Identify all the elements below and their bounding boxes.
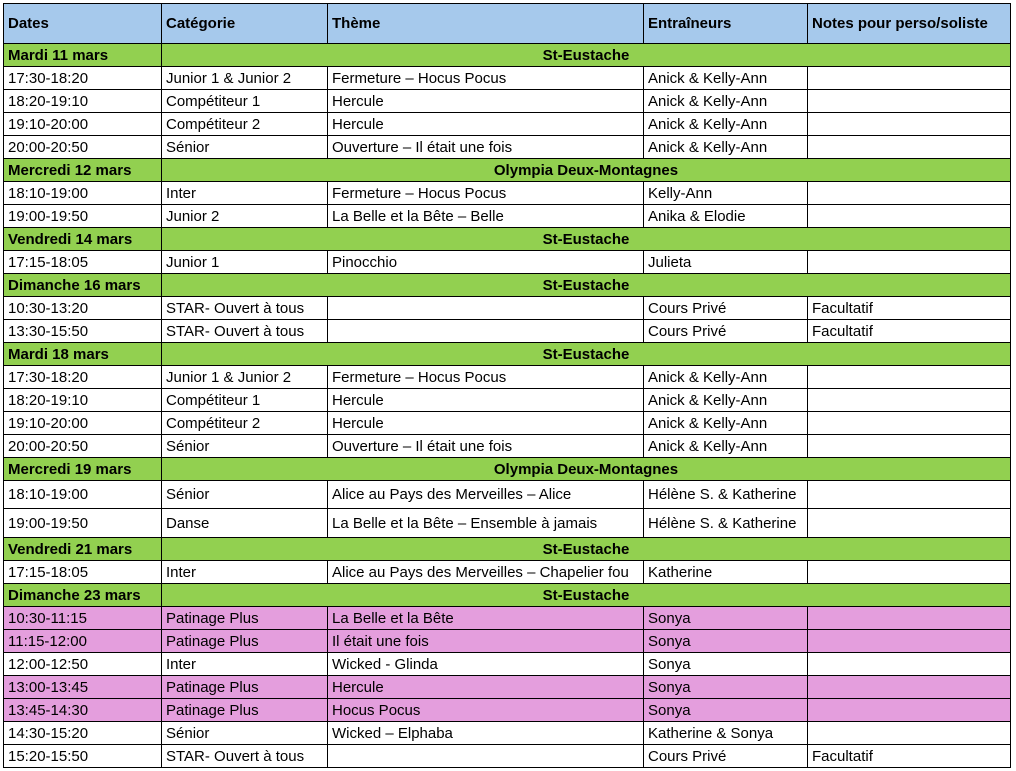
column-header-theme: Thème bbox=[328, 4, 644, 44]
session-row bbox=[4, 205, 1011, 228]
day-date: Mardi 11 mars bbox=[4, 44, 162, 67]
session-row bbox=[4, 509, 1011, 538]
session-notes bbox=[808, 412, 1011, 435]
session-coaches: Hélène S. & Katherine bbox=[644, 509, 808, 538]
day-header-row bbox=[4, 584, 1011, 607]
session-row bbox=[4, 607, 1011, 630]
session-coaches: Anick & Kelly-Ann bbox=[644, 412, 808, 435]
session-coaches: Cours Privé bbox=[644, 745, 808, 768]
session-category: Patinage Plus bbox=[162, 607, 328, 630]
session-time: 18:20-19:10 bbox=[4, 90, 162, 113]
session-category: Junior 1 bbox=[162, 251, 328, 274]
session-category: Sénior bbox=[162, 481, 328, 509]
session-category: Junior 1 & Junior 2 bbox=[162, 67, 328, 90]
session-coaches: Sonya bbox=[644, 653, 808, 676]
session-notes bbox=[808, 251, 1011, 274]
session-time: 13:45-14:30 bbox=[4, 699, 162, 722]
session-category: Junior 1 & Junior 2 bbox=[162, 366, 328, 389]
session-notes: Facultatif bbox=[808, 745, 1011, 768]
session-theme: Hercule bbox=[328, 412, 644, 435]
session-theme: La Belle et la Bête bbox=[328, 607, 644, 630]
session-theme: Hocus Pocus bbox=[328, 699, 644, 722]
session-time: 20:00-20:50 bbox=[4, 136, 162, 159]
session-notes bbox=[808, 435, 1011, 458]
day-date: Mercredi 19 mars bbox=[4, 458, 162, 481]
session-category: Inter bbox=[162, 561, 328, 584]
day-date: Dimanche 16 mars bbox=[4, 274, 162, 297]
session-time: 20:00-20:50 bbox=[4, 435, 162, 458]
session-row bbox=[4, 699, 1011, 722]
session-notes bbox=[808, 481, 1011, 509]
session-notes bbox=[808, 389, 1011, 412]
session-notes bbox=[808, 509, 1011, 538]
day-header-row bbox=[4, 274, 1011, 297]
session-notes: Facultatif bbox=[808, 297, 1011, 320]
session-coaches: Katherine & Sonya bbox=[644, 722, 808, 745]
session-time: 17:15-18:05 bbox=[4, 251, 162, 274]
session-time: 18:20-19:10 bbox=[4, 389, 162, 412]
session-category: Sénior bbox=[162, 435, 328, 458]
session-theme: Hercule bbox=[328, 90, 644, 113]
header-row bbox=[4, 4, 1011, 44]
session-category: Compétiteur 2 bbox=[162, 412, 328, 435]
session-theme: Hercule bbox=[328, 389, 644, 412]
session-row bbox=[4, 412, 1011, 435]
day-header-row bbox=[4, 159, 1011, 182]
session-row bbox=[4, 481, 1011, 509]
session-theme: La Belle et la Bête – Ensemble à jamais bbox=[328, 509, 644, 538]
session-category: STAR- Ouvert à tous bbox=[162, 745, 328, 768]
day-header-row bbox=[4, 228, 1011, 251]
day-date: Dimanche 23 mars bbox=[4, 584, 162, 607]
session-notes bbox=[808, 561, 1011, 584]
session-category: Danse bbox=[162, 509, 328, 538]
session-row bbox=[4, 653, 1011, 676]
column-header-notes: Notes pour perso/soliste bbox=[808, 4, 1011, 44]
day-header-row bbox=[4, 343, 1011, 366]
schedule-table bbox=[3, 3, 1011, 768]
session-time: 15:20-15:50 bbox=[4, 745, 162, 768]
session-category: Patinage Plus bbox=[162, 699, 328, 722]
day-location: St-Eustache bbox=[162, 343, 1011, 366]
session-notes bbox=[808, 630, 1011, 653]
session-row bbox=[4, 435, 1011, 458]
session-time: 10:30-11:15 bbox=[4, 607, 162, 630]
session-coaches: Julieta bbox=[644, 251, 808, 274]
column-header-coaches: Entraîneurs bbox=[644, 4, 808, 44]
session-notes bbox=[808, 676, 1011, 699]
column-header-category: Catégorie bbox=[162, 4, 328, 44]
session-row bbox=[4, 745, 1011, 768]
session-time: 17:30-18:20 bbox=[4, 67, 162, 90]
session-time: 19:00-19:50 bbox=[4, 205, 162, 228]
session-row bbox=[4, 136, 1011, 159]
session-time: 19:00-19:50 bbox=[4, 509, 162, 538]
session-theme: Hercule bbox=[328, 676, 644, 699]
session-theme: Hercule bbox=[328, 113, 644, 136]
session-time: 17:30-18:20 bbox=[4, 366, 162, 389]
day-location: St-Eustache bbox=[162, 44, 1011, 67]
day-location: Olympia Deux-Montagnes bbox=[162, 159, 1011, 182]
day-location: St-Eustache bbox=[162, 274, 1011, 297]
session-theme: Fermeture – Hocus Pocus bbox=[328, 366, 644, 389]
session-row bbox=[4, 67, 1011, 90]
session-coaches: Hélène S. & Katherine bbox=[644, 481, 808, 509]
session-category: STAR- Ouvert à tous bbox=[162, 297, 328, 320]
session-notes bbox=[808, 90, 1011, 113]
session-category: Junior 2 bbox=[162, 205, 328, 228]
session-notes bbox=[808, 366, 1011, 389]
session-time: 10:30-13:20 bbox=[4, 297, 162, 320]
session-theme: Fermeture – Hocus Pocus bbox=[328, 67, 644, 90]
session-notes: Facultatif bbox=[808, 320, 1011, 343]
session-time: 18:10-19:00 bbox=[4, 182, 162, 205]
session-row bbox=[4, 320, 1011, 343]
session-row bbox=[4, 90, 1011, 113]
column-header-dates: Dates bbox=[4, 4, 162, 44]
session-time: 19:10-20:00 bbox=[4, 113, 162, 136]
session-coaches: Anick & Kelly-Ann bbox=[644, 435, 808, 458]
session-coaches: Anick & Kelly-Ann bbox=[644, 67, 808, 90]
session-coaches: Cours Privé bbox=[644, 297, 808, 320]
session-notes bbox=[808, 67, 1011, 90]
session-row bbox=[4, 366, 1011, 389]
day-header-row bbox=[4, 538, 1011, 561]
session-theme: Fermeture – Hocus Pocus bbox=[328, 182, 644, 205]
session-category: Compétiteur 2 bbox=[162, 113, 328, 136]
day-location: St-Eustache bbox=[162, 228, 1011, 251]
day-date: Vendredi 21 mars bbox=[4, 538, 162, 561]
session-theme: La Belle et la Bête – Belle bbox=[328, 205, 644, 228]
session-notes bbox=[808, 607, 1011, 630]
session-theme: Ouverture – Il était une fois bbox=[328, 136, 644, 159]
session-coaches: Anick & Kelly-Ann bbox=[644, 389, 808, 412]
session-category: STAR- Ouvert à tous bbox=[162, 320, 328, 343]
day-location: St-Eustache bbox=[162, 584, 1011, 607]
day-location: St-Eustache bbox=[162, 538, 1011, 561]
session-row bbox=[4, 182, 1011, 205]
session-notes bbox=[808, 699, 1011, 722]
session-category: Sénior bbox=[162, 136, 328, 159]
session-category: Compétiteur 1 bbox=[162, 389, 328, 412]
day-date: Mardi 18 mars bbox=[4, 343, 162, 366]
day-location: Olympia Deux-Montagnes bbox=[162, 458, 1011, 481]
session-row bbox=[4, 389, 1011, 412]
session-time: 12:00-12:50 bbox=[4, 653, 162, 676]
session-notes bbox=[808, 205, 1011, 228]
session-theme: Alice au Pays des Merveilles – Chapelier fou bbox=[328, 561, 644, 584]
session-coaches: Sonya bbox=[644, 630, 808, 653]
session-time: 19:10-20:00 bbox=[4, 412, 162, 435]
session-notes bbox=[808, 113, 1011, 136]
session-time: 11:15-12:00 bbox=[4, 630, 162, 653]
session-time: 13:30-15:50 bbox=[4, 320, 162, 343]
session-notes bbox=[808, 182, 1011, 205]
session-category: Sénior bbox=[162, 722, 328, 745]
session-coaches: Anick & Kelly-Ann bbox=[644, 366, 808, 389]
session-theme bbox=[328, 297, 644, 320]
session-category: Inter bbox=[162, 182, 328, 205]
session-category: Patinage Plus bbox=[162, 676, 328, 699]
session-coaches: Kelly-Ann bbox=[644, 182, 808, 205]
session-category: Compétiteur 1 bbox=[162, 90, 328, 113]
session-coaches: Anika & Elodie bbox=[644, 205, 808, 228]
session-row bbox=[4, 251, 1011, 274]
day-date: Vendredi 14 mars bbox=[4, 228, 162, 251]
session-notes bbox=[808, 136, 1011, 159]
day-date: Mercredi 12 mars bbox=[4, 159, 162, 182]
session-coaches: Cours Privé bbox=[644, 320, 808, 343]
session-row bbox=[4, 722, 1011, 745]
session-coaches: Katherine bbox=[644, 561, 808, 584]
session-time: 14:30-15:20 bbox=[4, 722, 162, 745]
session-row bbox=[4, 297, 1011, 320]
session-theme: Il était une fois bbox=[328, 630, 644, 653]
session-category: Inter bbox=[162, 653, 328, 676]
session-theme: Ouverture – Il était une fois bbox=[328, 435, 644, 458]
day-header-row bbox=[4, 44, 1011, 67]
session-coaches: Sonya bbox=[644, 676, 808, 699]
session-coaches: Anick & Kelly-Ann bbox=[644, 113, 808, 136]
session-time: 17:15-18:05 bbox=[4, 561, 162, 584]
table-body bbox=[4, 44, 1011, 768]
session-row bbox=[4, 113, 1011, 136]
session-theme bbox=[328, 745, 644, 768]
session-theme: Pinocchio bbox=[328, 251, 644, 274]
session-theme: Wicked – Elphaba bbox=[328, 722, 644, 745]
session-coaches: Anick & Kelly-Ann bbox=[644, 136, 808, 159]
session-row bbox=[4, 676, 1011, 699]
session-theme bbox=[328, 320, 644, 343]
session-row bbox=[4, 561, 1011, 584]
day-header-row bbox=[4, 458, 1011, 481]
session-category: Patinage Plus bbox=[162, 630, 328, 653]
session-notes bbox=[808, 722, 1011, 745]
session-row bbox=[4, 630, 1011, 653]
session-time: 13:00-13:45 bbox=[4, 676, 162, 699]
session-theme: Alice au Pays des Merveilles – Alice bbox=[328, 481, 644, 509]
session-theme: Wicked - Glinda bbox=[328, 653, 644, 676]
session-time: 18:10-19:00 bbox=[4, 481, 162, 509]
session-coaches: Sonya bbox=[644, 607, 808, 630]
session-notes bbox=[808, 653, 1011, 676]
session-coaches: Anick & Kelly-Ann bbox=[644, 90, 808, 113]
session-coaches: Sonya bbox=[644, 699, 808, 722]
